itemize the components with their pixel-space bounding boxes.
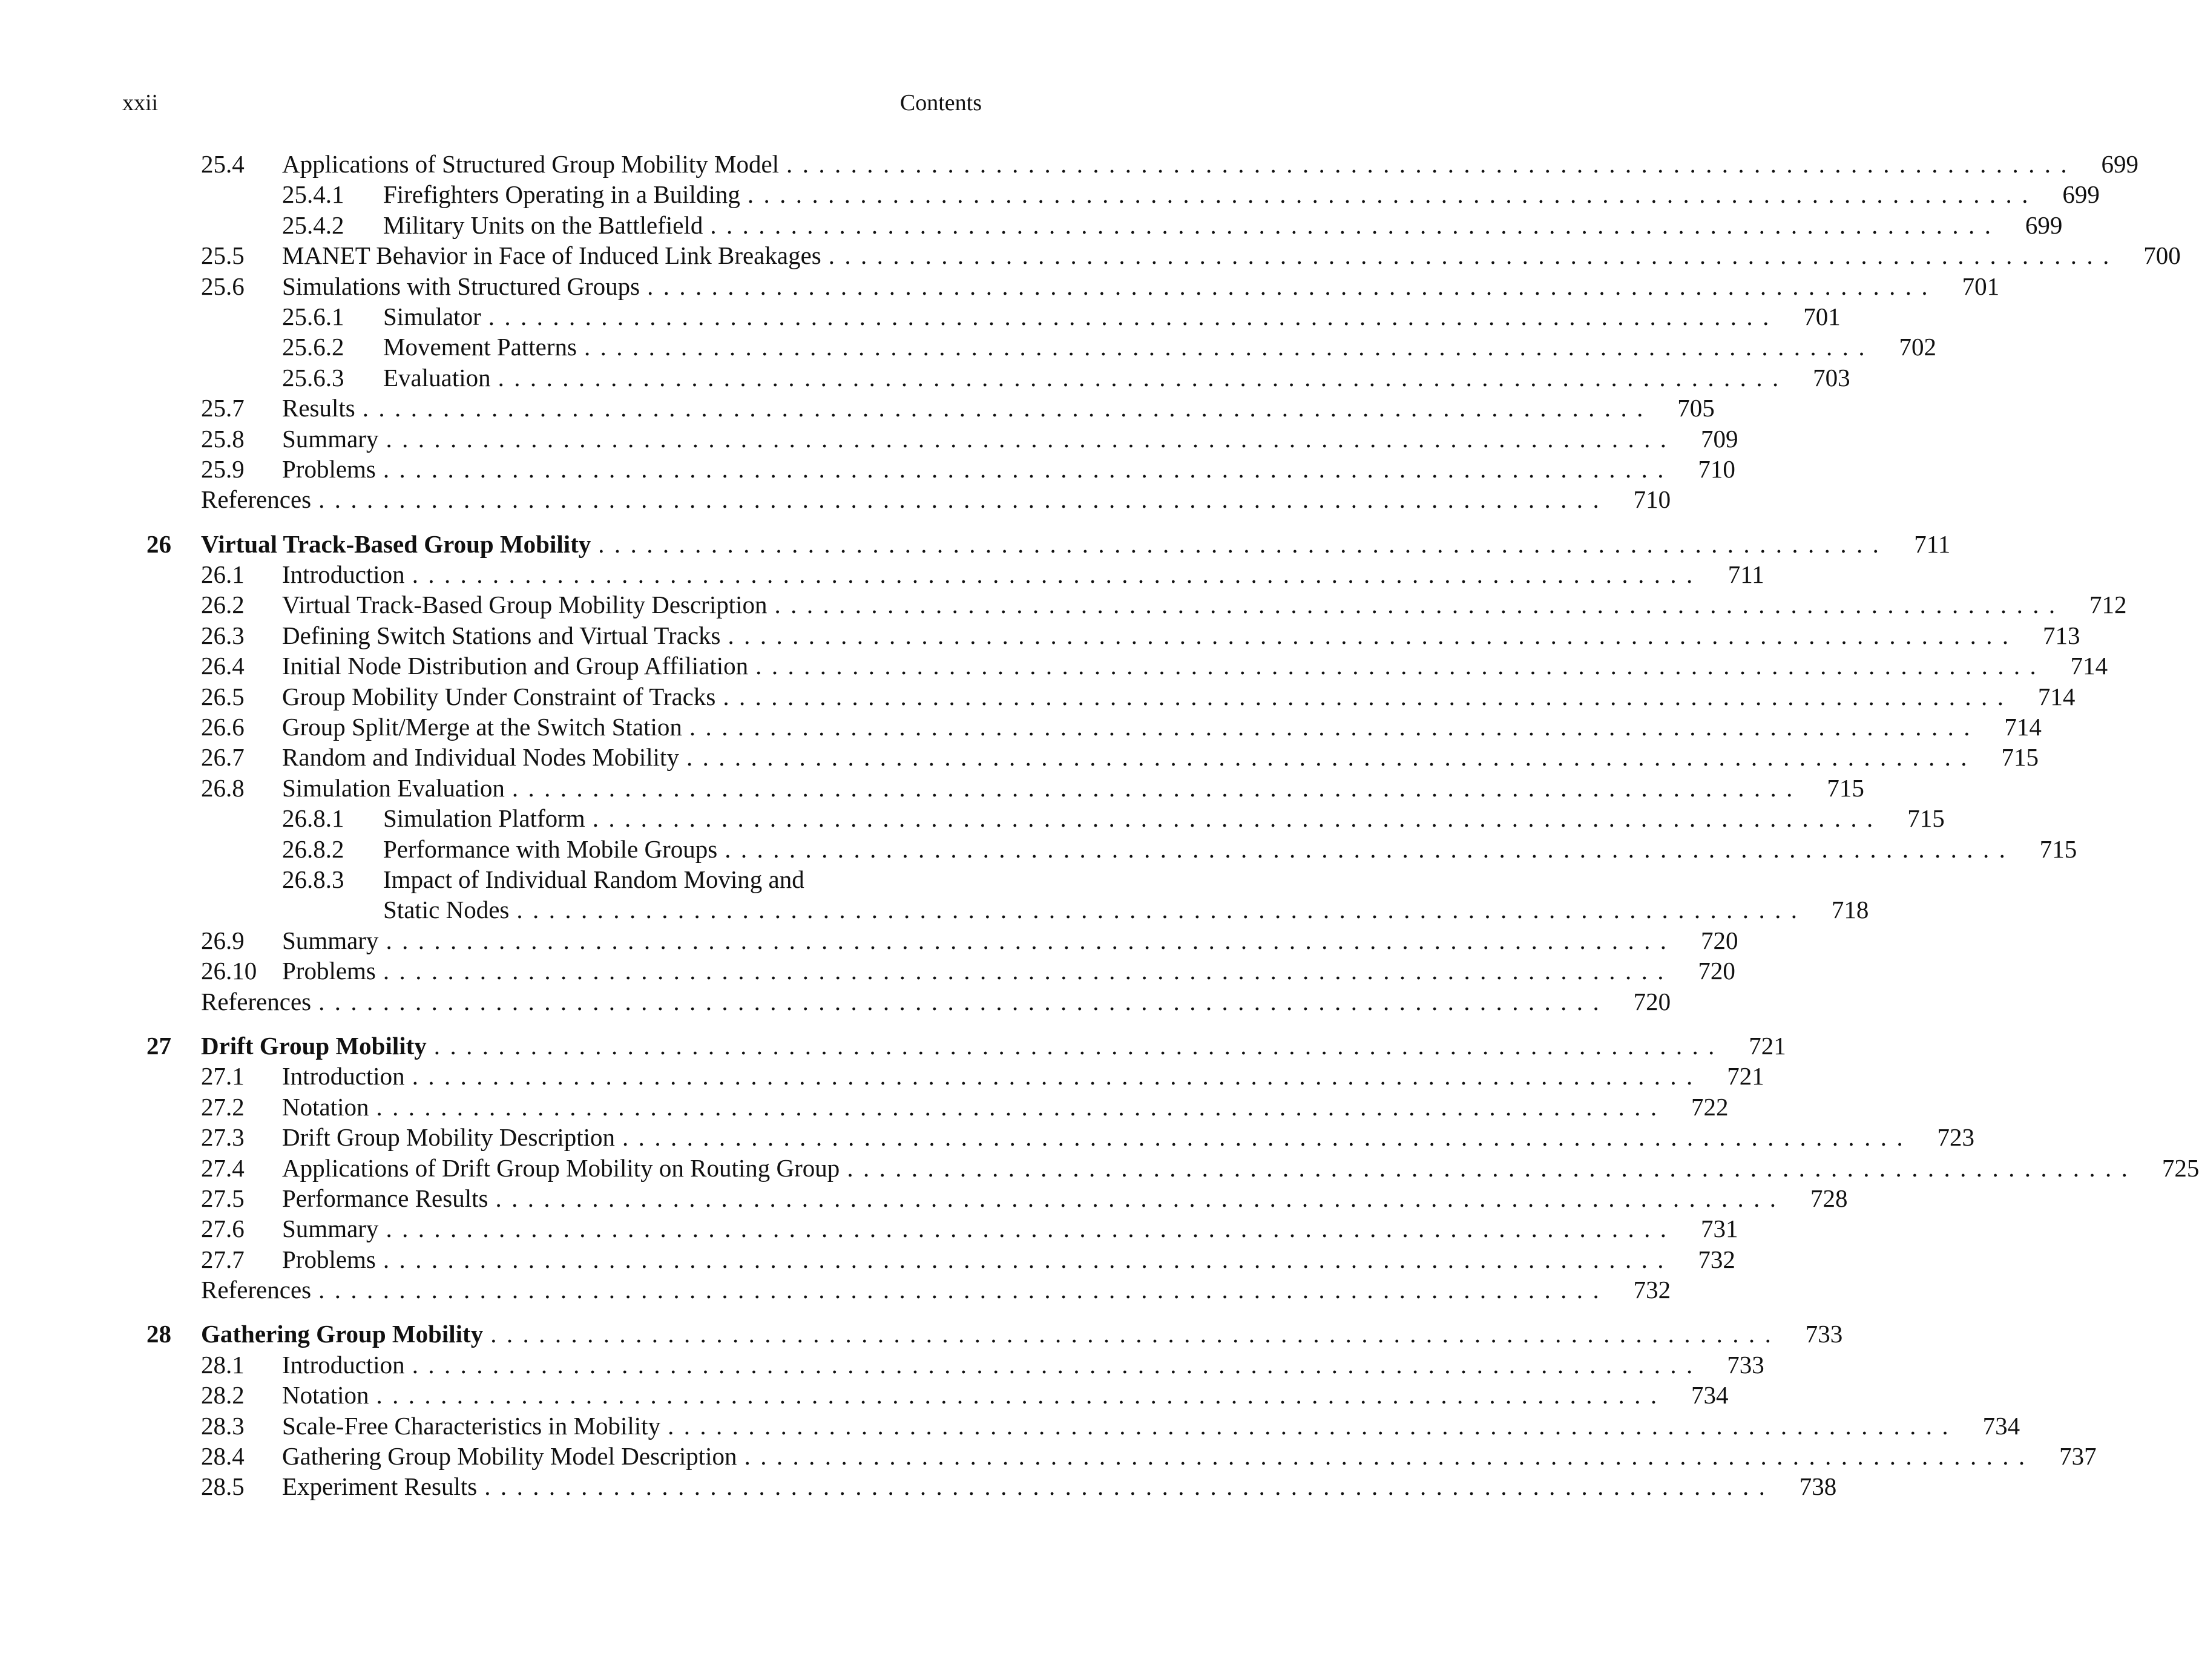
toc-entry[interactable] xyxy=(122,454,1735,484)
toc-entry-title: Defining Switch Stations and Virtual Tracks xyxy=(282,620,728,651)
toc-entry-page: 709 xyxy=(1700,424,1738,453)
toc-references-entry[interactable] xyxy=(122,484,1671,514)
toc-entry-title: Group Split/Merge at the Switch Station xyxy=(282,712,689,742)
toc-entry[interactable] xyxy=(122,834,2077,864)
toc-entry[interactable] xyxy=(122,301,1841,332)
toc-entry-title: Experiment Results xyxy=(282,1471,484,1501)
toc-entry[interactable] xyxy=(122,1122,1975,1152)
toc-entry-line xyxy=(282,742,2039,772)
toc-entry-line xyxy=(383,363,1850,393)
toc-entry[interactable] xyxy=(122,1350,1764,1380)
toc-entry-line xyxy=(201,986,1671,1017)
toc-entry-page: 734 xyxy=(1982,1411,2020,1440)
toc-entry-line xyxy=(282,651,2108,681)
dot-leader: ................................................................................ xyxy=(728,621,2019,649)
toc-entry-number: 25.8 xyxy=(201,424,245,453)
dot-leader: ................................................................................ xyxy=(386,926,1677,954)
toc-entry-number: 26.6 xyxy=(201,713,245,741)
toc-entry-page: 734 xyxy=(1691,1381,1729,1409)
toc-entry-line xyxy=(383,864,982,894)
toc-entry-page: 721 xyxy=(1727,1062,1764,1091)
toc-entry-number: 27.2 xyxy=(201,1092,245,1121)
toc-entry-page: 701 xyxy=(1803,302,1841,330)
dot-leader: ................................................................................ xyxy=(433,1031,1724,1060)
toc-entry-line xyxy=(383,894,1869,925)
toc-references-entry[interactable] xyxy=(122,1275,1671,1305)
toc-entry-number: 27.5 xyxy=(201,1184,245,1212)
toc-entry-page: 702 xyxy=(1899,333,1936,361)
dot-leader: ................................................................................ xyxy=(598,530,1889,558)
dot-leader: ................................................................................ xyxy=(755,652,2046,680)
toc-entry-page: 711 xyxy=(1727,560,1764,589)
toc-entry-line xyxy=(383,834,2077,864)
toc-entry-number: 25.4 xyxy=(201,150,245,178)
toc-entry-page: 715 xyxy=(2039,835,2077,863)
toc-entry-line xyxy=(282,424,1738,454)
toc-entry[interactable] xyxy=(122,681,2076,712)
toc-entry-line xyxy=(282,240,2181,271)
toc-entry-line xyxy=(383,332,1936,362)
toc-entry[interactable] xyxy=(122,332,1936,362)
dot-leader: ................................................................................ xyxy=(498,363,1789,392)
dot-leader: ................................................................................ xyxy=(786,150,2077,178)
toc-entry-line xyxy=(282,712,2042,742)
toc-entry-number: 25.6.1 xyxy=(282,302,344,330)
toc-entry-title: Military Units on the Battlefield xyxy=(383,210,710,240)
toc-entry-line xyxy=(282,271,2000,301)
toc-entry-page: 722 xyxy=(1691,1092,1729,1121)
toc-entry-page: 703 xyxy=(1813,363,1850,392)
dot-leader: ................................................................................ xyxy=(592,804,1883,833)
toc-entry-number: 25.5 xyxy=(201,241,245,270)
toc-entry-title: Group Mobility Under Constraint of Tracks xyxy=(282,681,723,712)
toc-entry-title: Introduction xyxy=(282,1350,412,1380)
dot-leader: ................................................................................ xyxy=(383,1245,1674,1273)
toc-entry-page: 732 xyxy=(1633,1276,1671,1304)
toc-entry-page: 700 xyxy=(2143,241,2181,270)
toc-entry-line xyxy=(282,1380,1729,1410)
toc-entry-line xyxy=(282,620,2080,651)
toc-entry[interactable] xyxy=(122,651,2108,681)
toc-entry-number: 26.7 xyxy=(201,743,245,772)
dot-leader: ................................................................................ xyxy=(668,1411,1959,1440)
toc-entry-page: 732 xyxy=(1698,1245,1735,1273)
dot-leader: ................................................................................ xyxy=(362,394,1653,422)
dot-leader: ................................................................................ xyxy=(686,743,1977,772)
toc-entry-line xyxy=(383,210,2063,240)
toc-entry[interactable] xyxy=(122,1061,1764,1091)
toc-chapter-entry[interactable] xyxy=(122,1031,1786,1061)
toc-entry[interactable] xyxy=(122,1441,2097,1471)
dot-leader: ................................................................................ xyxy=(318,485,1609,514)
toc-entry-page: 712 xyxy=(2089,591,2127,619)
dot-leader: ................................................................................ xyxy=(386,1215,1677,1243)
toc-entry-title: References xyxy=(201,1275,318,1305)
toc-entry-number: 26.3 xyxy=(201,621,245,649)
toc-entry-number: 26.1 xyxy=(201,560,245,589)
toc-entry-page: 714 xyxy=(2070,652,2108,680)
toc-entry-page: 720 xyxy=(1698,957,1735,985)
toc-entry-number: 27 xyxy=(146,1031,171,1060)
toc-entry-title: Movement Patterns xyxy=(383,332,584,362)
toc-entry-page: 723 xyxy=(1937,1123,1975,1152)
toc-entry-number: 26.4 xyxy=(201,652,245,680)
toc-entry-title: References xyxy=(201,484,318,514)
toc-entry-title: Introduction xyxy=(282,559,412,589)
toc-entry[interactable] xyxy=(122,363,1850,393)
toc-entry-line xyxy=(201,1031,1786,1061)
toc-entry-title: Virtual Track-Based Group Mobility Description xyxy=(282,589,775,620)
toc-entry-page: 721 xyxy=(1749,1031,1786,1060)
dot-leader: ................................................................................ xyxy=(484,1472,1775,1501)
toc-entry[interactable] xyxy=(122,179,2100,209)
dot-leader: ................................................................................ xyxy=(647,272,1938,300)
toc-entry[interactable] xyxy=(122,210,2063,240)
toc-entry-number: 28.2 xyxy=(201,1381,245,1409)
toc-entry-line xyxy=(282,589,2127,620)
toc-entry-line xyxy=(201,484,1671,514)
toc-entry-title: Simulation Platform xyxy=(383,803,593,833)
toc-entry-line xyxy=(282,1411,2020,1441)
toc-entry-title: Gathering Group Mobility xyxy=(201,1319,490,1349)
toc-entry-line xyxy=(201,1275,1671,1305)
toc-entry-line xyxy=(282,1092,1729,1122)
dot-leader: ................................................................................ xyxy=(490,1320,1781,1348)
dot-leader: ................................................................................ xyxy=(318,987,1609,1016)
dot-leader: ................................................................................ xyxy=(383,454,1674,483)
page-number: xxii xyxy=(122,90,159,116)
toc-entry-title: Notation xyxy=(282,1380,376,1410)
toc-entry-line xyxy=(282,925,1738,956)
toc-entry-title: Random and Individual Nodes Mobility xyxy=(282,742,686,772)
toc-entry-title: Performance Results xyxy=(282,1183,495,1213)
dot-leader: ................................................................................ xyxy=(412,1350,1703,1379)
toc-entry-page: 701 xyxy=(1962,272,2000,300)
toc-entry[interactable] xyxy=(122,271,2000,301)
toc-entry-title: Static Nodes xyxy=(383,894,516,925)
dot-leader: ................................................................................ xyxy=(622,1123,1913,1152)
dot-leader: ................................................................................ xyxy=(689,713,1980,741)
toc-entry[interactable] xyxy=(122,864,982,894)
toc-entry-number: 25.9 xyxy=(201,454,245,483)
toc-entry-number: 26.10 xyxy=(201,957,257,985)
toc-entry-title: Gathering Group Mobility Model Description xyxy=(282,1441,745,1471)
dot-leader: ................................................................................ xyxy=(412,560,1703,589)
toc-entry-title: Simulator xyxy=(383,301,488,332)
toc-entry-number: 25.4.1 xyxy=(282,180,344,209)
toc-entry-number: 27.3 xyxy=(201,1123,245,1152)
dot-leader: ................................................................................ xyxy=(516,896,1807,924)
dot-leader: ................................................................................ xyxy=(744,1442,2035,1471)
toc-entry-title: Initial Node Distribution and Group Affiliation xyxy=(282,651,755,681)
dot-leader: ................................................................................ xyxy=(511,773,1803,802)
toc-entry[interactable] xyxy=(122,393,1715,423)
toc-entry-line xyxy=(282,1153,2199,1183)
toc-entry-title: MANET Behavior in Face of Induced Link Breakages xyxy=(282,240,829,271)
toc-entry-title: Problems xyxy=(282,1244,383,1275)
dot-leader: ................................................................................ xyxy=(710,211,2001,239)
dot-leader: ................................................................................ xyxy=(383,957,1674,985)
toc-entry-line xyxy=(282,1213,1738,1244)
toc-entry-page: 738 xyxy=(1799,1472,1837,1501)
toc-entry-line xyxy=(201,1319,1843,1349)
toc-entry-page: 733 xyxy=(1727,1350,1764,1379)
toc-entry-title: Results xyxy=(282,393,363,423)
toc-entry-line xyxy=(282,681,2076,712)
toc-entry-line xyxy=(282,773,1864,803)
dot-leader: ................................................................................ xyxy=(847,1153,2138,1182)
toc-entry[interactable] xyxy=(122,773,1864,803)
toc-entry[interactable] xyxy=(122,589,2127,620)
toc-entry-page: 715 xyxy=(1907,804,1945,833)
toc-entry[interactable] xyxy=(122,559,1764,589)
toc-entry-number: 25.6 xyxy=(201,272,245,300)
toc-entry-number: 28.5 xyxy=(201,1472,245,1501)
toc-entry-line xyxy=(282,1061,1764,1091)
toc-entry-number: 25.7 xyxy=(201,394,245,422)
toc-entry-title: Simulation Evaluation xyxy=(282,773,512,803)
toc-entry-title: Scale-Free Characteristics in Mobility xyxy=(282,1411,668,1441)
toc-entry-title: Introduction xyxy=(282,1061,412,1091)
dot-leader: ................................................................................ xyxy=(725,835,2016,863)
toc-entry[interactable] xyxy=(122,1244,1735,1275)
toc-entry-title: References xyxy=(201,986,318,1017)
toc-entry-page: 731 xyxy=(1700,1215,1738,1243)
dot-leader: ................................................................................ xyxy=(828,241,2119,270)
toc-entry-line xyxy=(282,1441,2097,1471)
toc-entry-page: 720 xyxy=(1700,926,1738,954)
toc-entry[interactable] xyxy=(122,925,1738,956)
toc-entry-page: 699 xyxy=(2062,180,2100,209)
toc-entry-title: Applications of Structured Group Mobility Model xyxy=(282,149,786,179)
toc-entry-title: Simulations with Structured Groups xyxy=(282,271,647,301)
toc-chapter-entry[interactable] xyxy=(122,1319,1843,1349)
toc-entry-page: 715 xyxy=(1827,773,1864,802)
toc-entry-page: 714 xyxy=(2037,682,2076,710)
table-of-contents xyxy=(122,149,2199,1502)
toc-entry[interactable] xyxy=(122,424,1738,454)
toc-entry-number: 26.2 xyxy=(201,591,245,619)
dot-leader: ................................................................................ xyxy=(376,1092,1667,1121)
toc-entry-title: Performance with Mobile Groups xyxy=(383,834,725,864)
toc-entry[interactable] xyxy=(122,1183,1848,1213)
toc-entry[interactable] xyxy=(122,149,2139,179)
toc-entry-line xyxy=(282,559,1764,589)
toc-entry-number: 25.6.3 xyxy=(282,363,344,392)
toc-entry-number: 26.8.3 xyxy=(282,865,344,893)
toc-entry-title: Firefighters Operating in a Building xyxy=(383,179,748,209)
running-title: Contents xyxy=(899,90,982,116)
toc-entry-title: Notation xyxy=(282,1092,376,1122)
toc-entry-title: Summary xyxy=(282,1213,386,1244)
toc-entry-line xyxy=(282,1471,1837,1501)
toc-entry[interactable] xyxy=(122,1213,1738,1244)
toc-entry-page: 720 xyxy=(1633,987,1671,1016)
dot-leader: ................................................................................ xyxy=(495,1184,1786,1212)
toc-entry-line xyxy=(383,179,2100,209)
toc-entry-title: Impact of Individual Random Moving and xyxy=(383,864,812,894)
toc-entry[interactable] xyxy=(122,1092,1729,1122)
toc-entry-title: Evaluation xyxy=(383,363,498,393)
toc-entry[interactable] xyxy=(122,620,2080,651)
toc-entry-line xyxy=(282,393,1715,423)
dot-leader: ................................................................................ xyxy=(583,333,1875,361)
toc-entry-number: 26.5 xyxy=(201,682,245,710)
toc-entry-page: 725 xyxy=(2161,1153,2199,1182)
toc-entry-line xyxy=(282,1244,1735,1275)
toc-entry-line xyxy=(282,956,1735,986)
toc-entry-title: Drift Group Mobility Description xyxy=(282,1122,622,1152)
toc-entry-title: Applications of Drift Group Mobility on Routing Group xyxy=(282,1153,847,1183)
toc-entry-line xyxy=(282,1350,1764,1380)
toc-entry-number: 26 xyxy=(146,530,171,558)
toc-entry-number: 28.4 xyxy=(201,1442,245,1471)
toc-entry-number: 28 xyxy=(146,1320,171,1348)
toc-entry-number: 27.6 xyxy=(201,1215,245,1243)
dot-leader: ................................................................................ xyxy=(723,682,2014,710)
toc-entry-number: 27.4 xyxy=(201,1153,245,1182)
toc-entry-page: 737 xyxy=(2059,1442,2097,1471)
toc-entry-number: 26.8 xyxy=(201,773,245,802)
toc-entry-page: 715 xyxy=(2001,743,2039,772)
toc-entry-line xyxy=(383,301,1841,332)
running-head xyxy=(122,90,982,120)
dot-leader: ................................................................................ xyxy=(774,591,2065,619)
toc-entry-title: Virtual Track-Based Group Mobility xyxy=(201,529,598,559)
toc-entry[interactable] xyxy=(122,956,1735,986)
dot-leader: ................................................................................ xyxy=(747,180,2038,209)
toc-entry-line xyxy=(282,1183,1848,1213)
toc-entry-page: 713 xyxy=(2043,621,2080,649)
toc-references-entry[interactable] xyxy=(122,986,1671,1017)
toc-entry-page: 733 xyxy=(1805,1320,1843,1348)
toc-entry-line xyxy=(201,529,1951,559)
toc-entry[interactable] xyxy=(122,1471,1837,1501)
dot-leader: ................................................................................ xyxy=(386,424,1677,453)
toc-entry-title: Drift Group Mobility xyxy=(201,1031,434,1061)
toc-entry-number: 28.1 xyxy=(201,1350,245,1379)
toc-entry-page: 711 xyxy=(1914,530,1951,558)
toc-entry[interactable] xyxy=(122,803,1945,833)
toc-entry-title: Summary xyxy=(282,424,386,454)
toc-entry-number: 27.1 xyxy=(201,1062,245,1091)
toc-entry[interactable] xyxy=(122,1380,1729,1410)
toc-entry-line xyxy=(282,454,1735,484)
toc-entry-page: 699 xyxy=(2101,150,2139,178)
toc-entry[interactable] xyxy=(122,1153,2199,1183)
toc-entry-line xyxy=(383,803,1945,833)
toc-entry-page: 699 xyxy=(2025,211,2063,239)
toc-entry-line xyxy=(282,149,2139,179)
toc-entry-title: Problems xyxy=(282,956,383,986)
dot-leader: ................................................................................ xyxy=(488,302,1779,330)
toc-entry-line xyxy=(282,1122,1975,1152)
toc-entry-page: 718 xyxy=(1831,896,1869,924)
toc-entry-page: 710 xyxy=(1698,454,1735,483)
toc-entry-page: 728 xyxy=(1810,1184,1848,1212)
dot-leader: ................................................................................ xyxy=(376,1381,1667,1409)
toc-entry[interactable] xyxy=(122,894,1869,925)
toc-entry-page: 705 xyxy=(1677,394,1715,422)
toc-entry[interactable] xyxy=(122,712,2042,742)
toc-entry-number: 27.7 xyxy=(201,1245,245,1273)
toc-entry-page: 714 xyxy=(2004,713,2042,741)
toc-entry-number: 26.8.2 xyxy=(282,835,344,863)
toc-entry-title: Problems xyxy=(282,454,383,484)
dot-leader: ................................................................................ xyxy=(412,1062,1703,1091)
toc-entry-number: 25.6.2 xyxy=(282,333,344,361)
toc-entry-title: Summary xyxy=(282,925,386,956)
toc-entry-number: 25.4.2 xyxy=(282,211,344,239)
toc-entry[interactable] xyxy=(122,240,2181,271)
toc-entry-number: 28.3 xyxy=(201,1411,245,1440)
toc-entry[interactable] xyxy=(122,1411,2020,1441)
toc-chapter-entry[interactable] xyxy=(122,529,1951,559)
toc-entry-page: 710 xyxy=(1633,485,1671,514)
toc-entry[interactable] xyxy=(122,742,2039,772)
dot-leader: ................................................................................ xyxy=(318,1276,1609,1304)
toc-entry-number: 26.9 xyxy=(201,926,245,954)
toc-entry-number: 26.8.1 xyxy=(282,804,344,833)
